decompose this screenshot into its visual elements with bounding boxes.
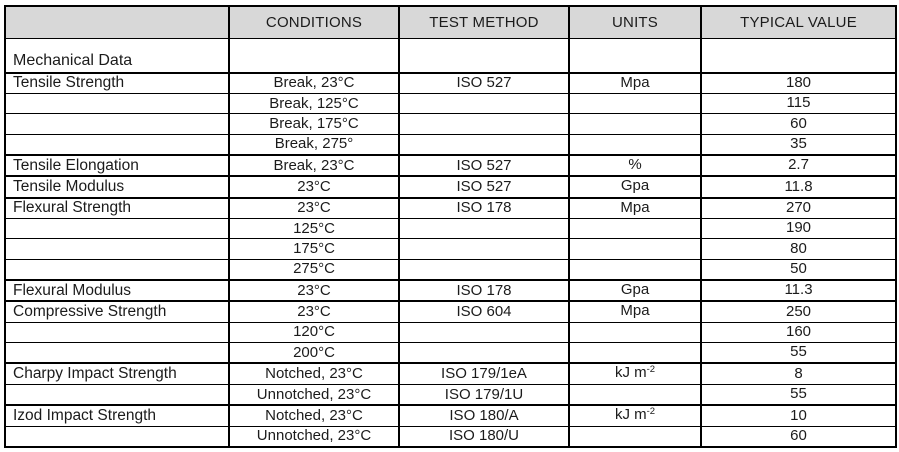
test-method-cell: ISO 178 bbox=[399, 280, 569, 301]
table-row bbox=[5, 219, 896, 239]
condition-cell: 175°C bbox=[229, 239, 399, 259]
typical-value-cell: 2.7 bbox=[701, 155, 896, 176]
typical-value-cell: 180 bbox=[701, 73, 896, 94]
condition-cell: Notched, 23°C bbox=[229, 405, 399, 426]
test-method-cell bbox=[399, 259, 569, 280]
property-cell: Charpy Impact Strength bbox=[5, 363, 229, 384]
units-cell bbox=[569, 219, 701, 239]
table-row bbox=[5, 343, 896, 364]
units-cell bbox=[569, 114, 701, 134]
units-text: Mpa bbox=[620, 73, 650, 91]
property-cell: Flexural Strength bbox=[5, 198, 229, 219]
table-row bbox=[5, 405, 896, 426]
condition-cell: Unnotched, 23°C bbox=[229, 426, 399, 447]
condition-cell: Break, 23°C bbox=[229, 73, 399, 94]
test-method-cell: ISO 178 bbox=[399, 198, 569, 219]
property-cell bbox=[5, 134, 229, 155]
typical-value-cell: 60 bbox=[701, 114, 896, 134]
units-cell bbox=[569, 93, 701, 113]
property-cell: Flexural Modulus bbox=[5, 280, 229, 301]
condition-cell: Break, 125°C bbox=[229, 93, 399, 113]
property-cell bbox=[5, 343, 229, 364]
table-row bbox=[5, 134, 896, 155]
condition-cell: Break, 275° bbox=[229, 134, 399, 155]
units-cell bbox=[569, 259, 701, 280]
units-text: kJ m bbox=[614, 406, 647, 424]
table-row bbox=[5, 73, 896, 94]
condition-cell: 23°C bbox=[229, 176, 399, 197]
typical-value-cell: 190 bbox=[701, 219, 896, 239]
units-text: Mpa bbox=[620, 302, 650, 320]
property-cell: Tensile Elongation bbox=[5, 155, 229, 176]
typical-value-cell: 50 bbox=[701, 259, 896, 280]
test-method-cell: ISO 179/1eA bbox=[399, 363, 569, 384]
table-row bbox=[5, 384, 896, 405]
header-cell-units: UNITS bbox=[569, 6, 701, 39]
property-cell bbox=[5, 426, 229, 447]
test-method-cell: ISO 604 bbox=[399, 301, 569, 322]
condition-cell: 23°C bbox=[229, 280, 399, 301]
typical-value-cell: 10 bbox=[701, 405, 896, 426]
typical-value-cell: 60 bbox=[701, 426, 896, 447]
condition-cell: 125°C bbox=[229, 219, 399, 239]
test-method-cell bbox=[399, 93, 569, 113]
test-method-cell bbox=[399, 114, 569, 134]
units-text: Mpa bbox=[620, 198, 650, 216]
test-method-cell: ISO 180/A bbox=[399, 405, 569, 426]
mechanical-data-table bbox=[4, 5, 897, 448]
condition-cell: 23°C bbox=[229, 198, 399, 219]
header-cell-typical-value: TYPICAL VALUE bbox=[701, 6, 896, 39]
typical-value-cell: 250 bbox=[701, 301, 896, 322]
test-method-cell: ISO 527 bbox=[399, 176, 569, 197]
table-row bbox=[5, 114, 896, 134]
table-header-row bbox=[5, 6, 896, 39]
typical-value-cell: 8 bbox=[701, 363, 896, 384]
units-cell bbox=[569, 343, 701, 364]
property-cell bbox=[5, 239, 229, 259]
property-cell bbox=[5, 322, 229, 342]
units-cell bbox=[569, 426, 701, 447]
table-row bbox=[5, 280, 896, 301]
table-row bbox=[5, 259, 896, 280]
units-cell bbox=[569, 322, 701, 342]
section-row-mechanical-data bbox=[5, 39, 896, 73]
condition-cell: 200°C bbox=[229, 343, 399, 364]
typical-value-cell: 11.8 bbox=[701, 176, 896, 197]
typical-value-cell: 160 bbox=[701, 322, 896, 342]
table-row bbox=[5, 426, 896, 447]
test-method-cell bbox=[399, 343, 569, 364]
test-method-cell: ISO 527 bbox=[399, 73, 569, 94]
condition-cell: 275°C bbox=[229, 259, 399, 280]
property-cell: Tensile Modulus bbox=[5, 176, 229, 197]
empty-cell bbox=[229, 39, 399, 73]
test-method-cell bbox=[399, 134, 569, 155]
table-row bbox=[5, 176, 896, 197]
units-cell bbox=[569, 155, 701, 176]
test-method-cell bbox=[399, 239, 569, 259]
units-text: % bbox=[628, 155, 642, 173]
empty-cell bbox=[569, 39, 701, 73]
header-cell-property bbox=[5, 6, 229, 39]
units-cell bbox=[569, 134, 701, 155]
units-cell bbox=[569, 363, 701, 384]
test-method-cell bbox=[399, 322, 569, 342]
table-row bbox=[5, 322, 896, 342]
header-cell-test-method: TEST METHOD bbox=[399, 6, 569, 39]
units-cell bbox=[569, 198, 701, 219]
empty-cell bbox=[701, 39, 896, 73]
condition-cell: 23°C bbox=[229, 301, 399, 322]
condition-cell: Notched, 23°C bbox=[229, 363, 399, 384]
property-cell: Izod Impact Strength bbox=[5, 405, 229, 426]
condition-cell: Break, 23°C bbox=[229, 155, 399, 176]
property-cell bbox=[5, 93, 229, 113]
units-cell bbox=[569, 301, 701, 322]
units-cell bbox=[569, 384, 701, 405]
units-text: Gpa bbox=[620, 281, 650, 299]
units-cell bbox=[569, 73, 701, 94]
property-cell bbox=[5, 259, 229, 280]
units-cell bbox=[569, 280, 701, 301]
table-row bbox=[5, 301, 896, 322]
test-method-cell: ISO 179/1U bbox=[399, 384, 569, 405]
table-row bbox=[5, 155, 896, 176]
table-row bbox=[5, 198, 896, 219]
section-label: Mechanical Data bbox=[5, 39, 229, 73]
typical-value-cell: 115 bbox=[701, 93, 896, 113]
condition-cell: Break, 175°C bbox=[229, 114, 399, 134]
units-superscript: -2 bbox=[646, 406, 656, 418]
table-row bbox=[5, 239, 896, 259]
header-cell-conditions: CONDITIONS bbox=[229, 6, 399, 39]
typical-value-cell: 80 bbox=[701, 239, 896, 259]
table-row bbox=[5, 363, 896, 384]
test-method-cell: ISO 180/U bbox=[399, 426, 569, 447]
typical-value-cell: 11.3 bbox=[701, 280, 896, 301]
condition-cell: 120°C bbox=[229, 322, 399, 342]
table-row bbox=[5, 93, 896, 113]
empty-cell bbox=[399, 39, 569, 73]
typical-value-cell: 270 bbox=[701, 198, 896, 219]
table-body bbox=[5, 39, 896, 448]
property-cell bbox=[5, 219, 229, 239]
property-cell: Tensile Strength bbox=[5, 73, 229, 94]
units-text: Gpa bbox=[620, 177, 650, 195]
units-cell bbox=[569, 239, 701, 259]
test-method-cell: ISO 527 bbox=[399, 155, 569, 176]
typical-value-cell: 35 bbox=[701, 134, 896, 155]
property-cell: Compressive Strength bbox=[5, 301, 229, 322]
typical-value-cell: 55 bbox=[701, 343, 896, 364]
units-text: kJ m bbox=[614, 364, 647, 382]
condition-cell: Unnotched, 23°C bbox=[229, 384, 399, 405]
units-superscript: -2 bbox=[646, 364, 656, 376]
typical-value-cell: 55 bbox=[701, 384, 896, 405]
property-cell bbox=[5, 384, 229, 405]
units-cell bbox=[569, 405, 701, 426]
units-cell bbox=[569, 176, 701, 197]
test-method-cell bbox=[399, 219, 569, 239]
property-cell bbox=[5, 114, 229, 134]
